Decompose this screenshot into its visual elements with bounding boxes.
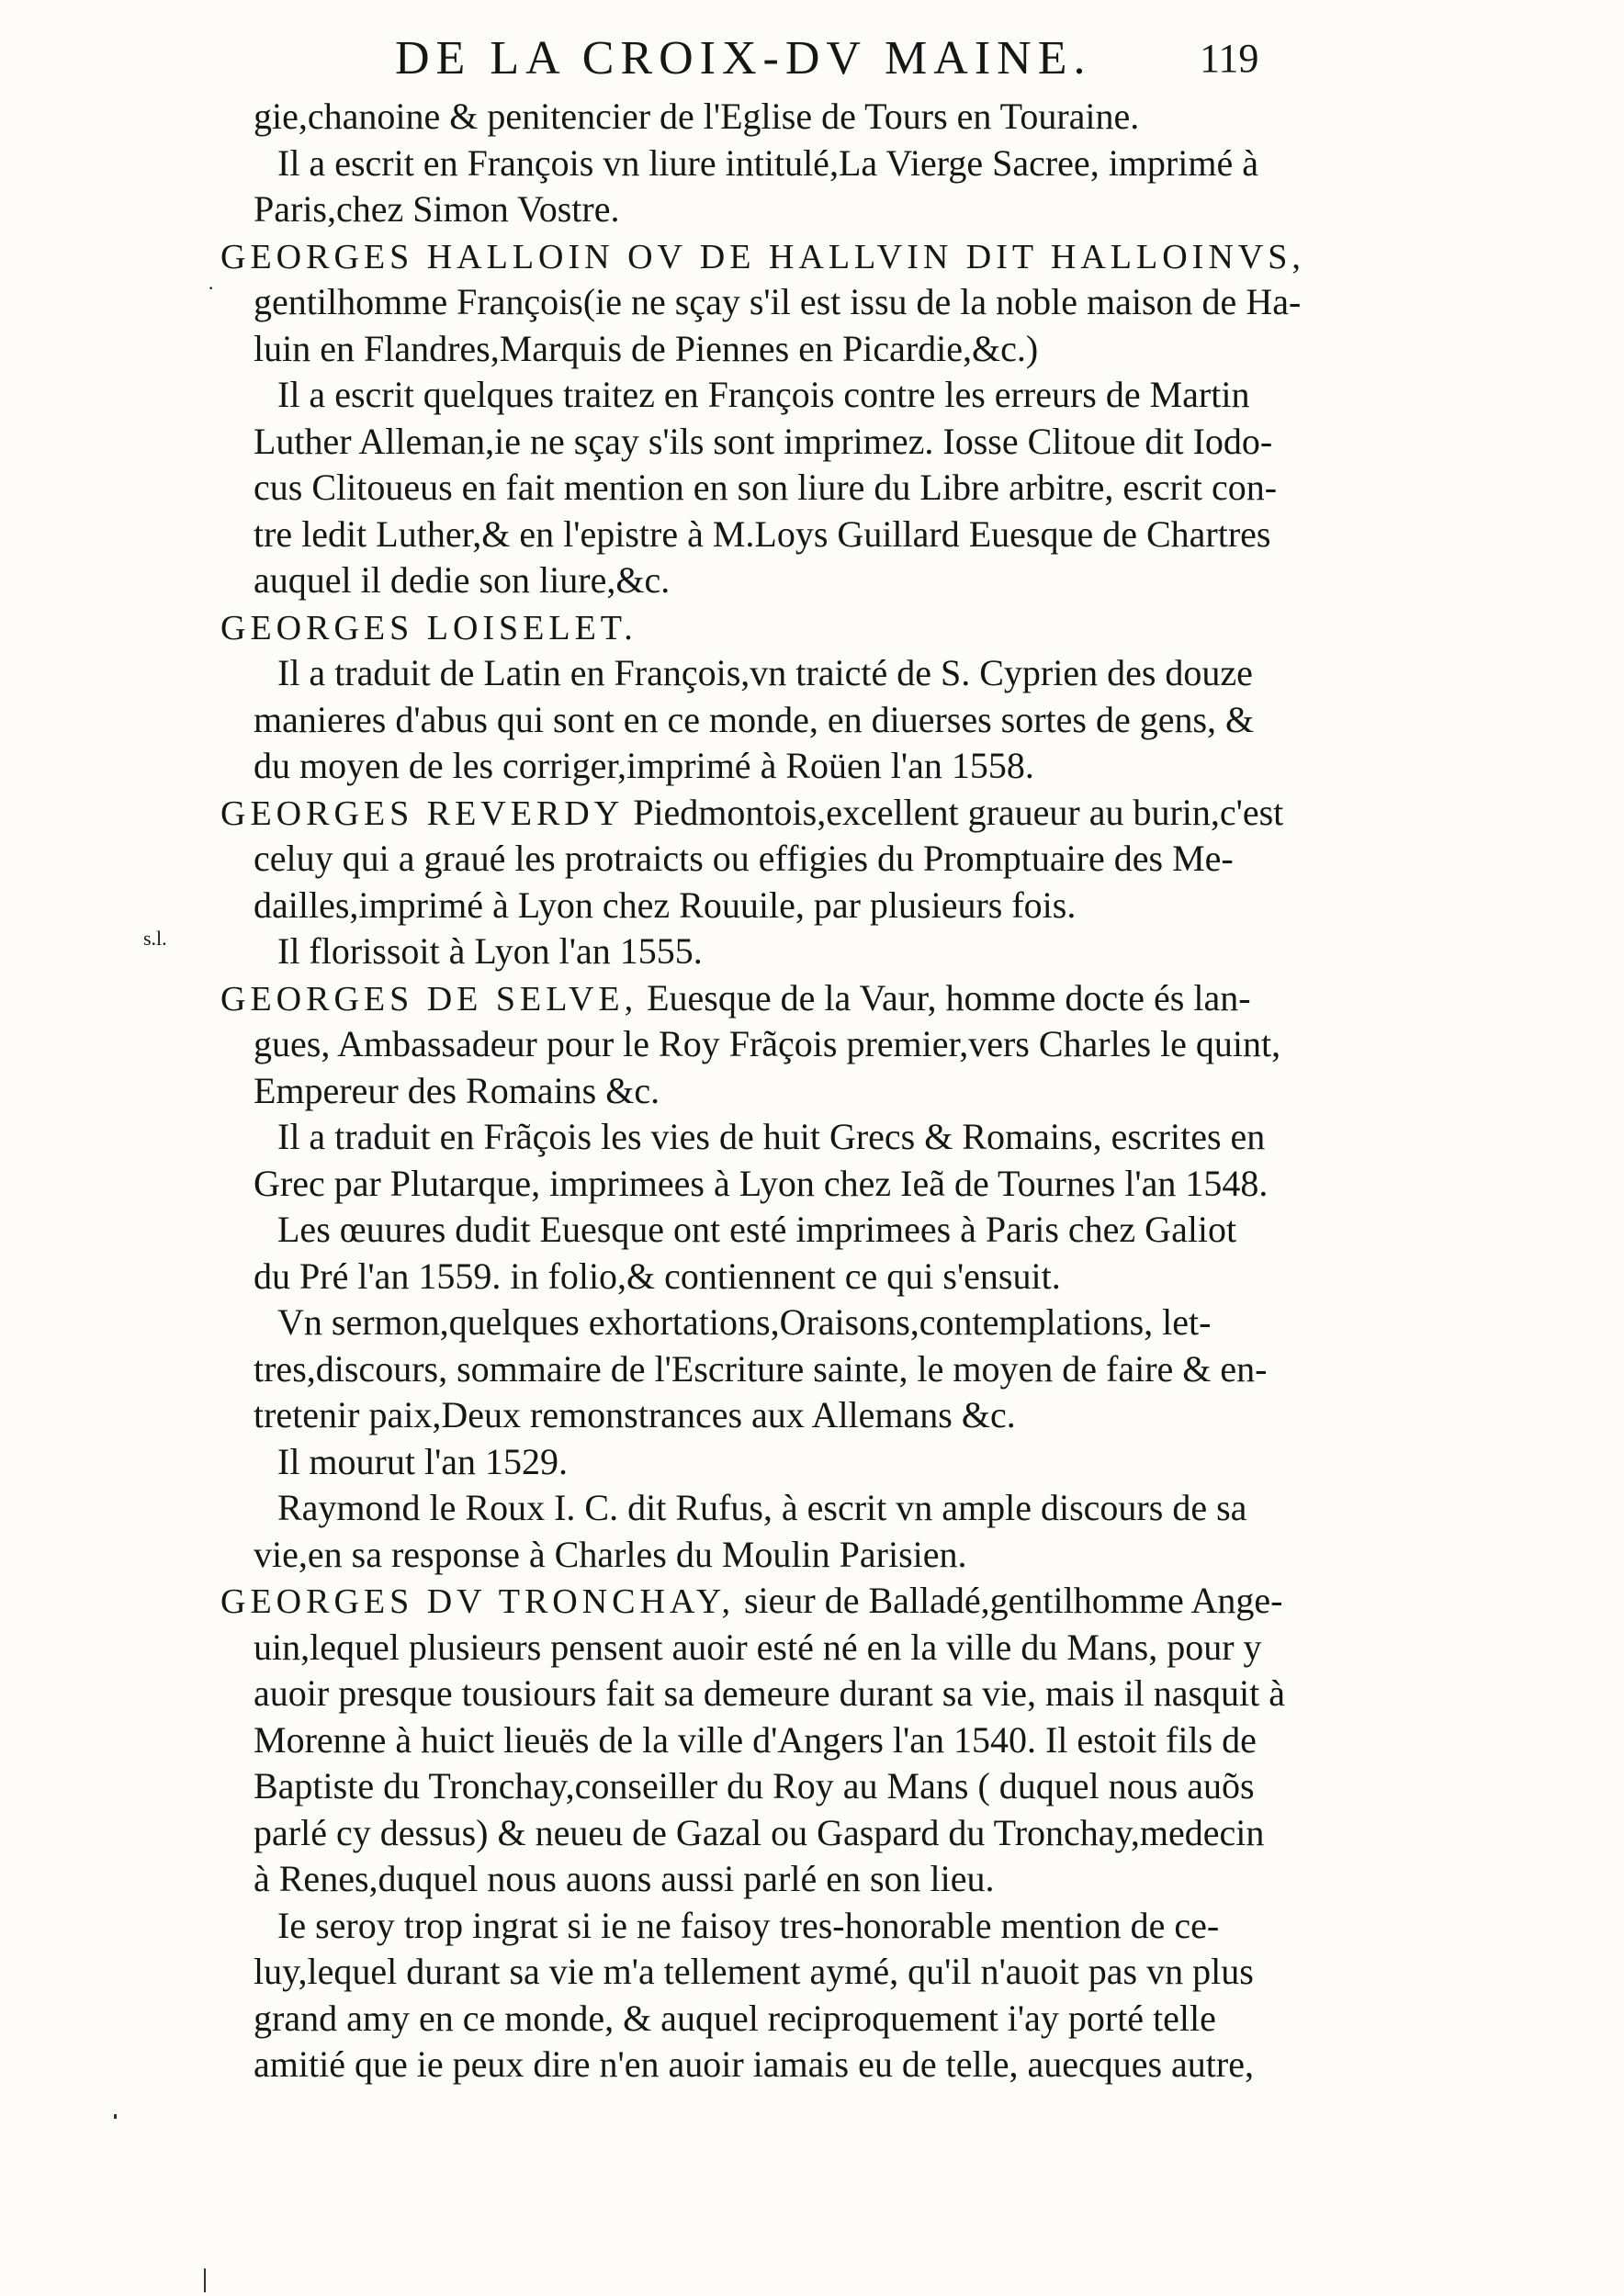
entry-heading-line bbox=[220, 790, 1282, 837]
stray-mark bbox=[204, 2268, 206, 2292]
entry-name: GEORGES LOISELET. bbox=[220, 608, 637, 647]
line-text: luy,lequel durant sa vie m'a tellement aymé, qu'il n'auoit pas vn plus bbox=[254, 1951, 1254, 1992]
line-text: Il a traduit en Frãçois les vies de huit Grecs & Romains, escrites en bbox=[277, 1116, 1266, 1157]
line-text: Les œuures dudit Euesque ont esté imprimees à Paris chez Galiot bbox=[277, 1209, 1237, 1250]
body-text bbox=[220, 94, 1305, 2088]
text-line bbox=[220, 279, 1302, 326]
running-title: DE LA CROIX-DV MAINE. bbox=[395, 32, 1092, 84]
line-text: gie,chanoine & penitencier de l'Eglise de Tours en Touraine. bbox=[254, 96, 1140, 137]
line-text: Paris,chez Simon Vostre. bbox=[254, 188, 620, 230]
line-text: Il mourut l'an 1529. bbox=[277, 1440, 569, 1482]
line-text: Il a escrit quelques traitez en François contre les erreurs de Martin bbox=[277, 374, 1250, 415]
line-text: du Pré l'an 1559. in folio,& contiennent ce qui s'ensuit. bbox=[254, 1255, 1061, 1297]
line-text: Empereur des Romains &c. bbox=[254, 1069, 660, 1111]
line-text: dailles,imprimé à Lyon chez Rouuile, par plusieurs fois. bbox=[254, 884, 1077, 926]
stray-mark bbox=[114, 2114, 117, 2119]
line-text: amitié que ie peux dire n'en auoir iamais eu de telle, auecques autre, bbox=[254, 2043, 1254, 2085]
text-line bbox=[220, 2042, 1282, 2088]
text-line bbox=[220, 1207, 1282, 1254]
text-line bbox=[220, 650, 1282, 697]
entry-name: GEORGES HALLOIN OV DE HALLVIN DIT HALLOINVS, bbox=[220, 237, 1305, 276]
text-line bbox=[220, 1671, 1286, 1717]
line-text: tres,discours, sommaire de l'Escriture sainte, le moyen de faire & en- bbox=[254, 1347, 1268, 1390]
text-line bbox=[220, 512, 1282, 558]
entry-heading-line bbox=[220, 975, 1282, 1022]
text-line bbox=[220, 1021, 1282, 1068]
entry-heading-line bbox=[220, 1578, 1282, 1625]
text-line bbox=[220, 141, 1282, 187]
text-line bbox=[220, 419, 1282, 466]
line-text: à Renes,duquel nous auons aussi parlé en son lieu. bbox=[254, 1858, 995, 1899]
line-text: grand amy en ce monde, & auquel reciproquement i'ay porté telle bbox=[254, 1997, 1216, 2039]
text-line bbox=[220, 1625, 1282, 1671]
line-text: Il a traduit de Latin en François,vn traicté de S. Cyprien des douze bbox=[277, 652, 1253, 693]
text-line bbox=[220, 557, 1282, 604]
text-line bbox=[220, 1254, 1282, 1300]
line-text: tre ledit Luther,& en l'epistre à M.Loys Guillard Euesque de Chartres bbox=[254, 512, 1271, 555]
line-text: Raymond le Roux I. C. dit Rufus, à escrit vn ample discours de sa bbox=[277, 1487, 1247, 1528]
text-line bbox=[220, 836, 1282, 883]
text-line bbox=[220, 1532, 1282, 1579]
line-text: Morenne à huict lieuës de la ville d'Angers l'an 1540. Il estoit fils de bbox=[254, 1718, 1257, 1761]
text-line bbox=[220, 1810, 1282, 1857]
text-line bbox=[220, 1717, 1282, 1764]
line-text: manieres d'abus qui sont en ce monde, en diuerses sortes de gens, & bbox=[254, 698, 1255, 740]
text-line bbox=[220, 1996, 1282, 2043]
text-line bbox=[220, 465, 1282, 512]
text-line bbox=[220, 1114, 1282, 1161]
text-line bbox=[220, 1300, 1282, 1346]
text-line bbox=[220, 697, 1282, 744]
text-line bbox=[220, 743, 1282, 790]
line-text: Il florissoit à Lyon l'an 1555. bbox=[277, 930, 703, 972]
text-line bbox=[220, 1068, 1282, 1115]
text-line bbox=[220, 1763, 1282, 1810]
line-text: Vn sermon,quelques exhortations,Oraisons,contemplations, let- bbox=[277, 1301, 1212, 1343]
text-line bbox=[220, 883, 1282, 929]
line-text: Piedmontois,excellent graueur au burin,c'est bbox=[624, 791, 1284, 833]
line-text: Baptiste du Tronchay,conseiller du Roy au Mans ( duquel nous auõs bbox=[254, 1765, 1255, 1806]
line-text: parlé cy dessus) & neueu de Gazal ou Gaspard du Tronchay,medecin bbox=[254, 1811, 1265, 1853]
line-text: du moyen de les corriger,imprimé à Roüen l'an 1558. bbox=[254, 745, 1034, 786]
text-line bbox=[220, 1949, 1282, 1996]
entry-heading-line bbox=[220, 604, 1282, 651]
line-text: uin,lequel plusieurs pensent auoir esté né en la ville du Mans, pour y bbox=[254, 1626, 1262, 1668]
text-line bbox=[220, 94, 1282, 141]
line-text: Euesque de la Vaur, homme docte és lan- bbox=[637, 976, 1251, 1019]
line-text: gues, Ambassadeur pour le Roy Frãçois premier,vers Charles le quint, bbox=[254, 1023, 1281, 1064]
line-text: Grec par Plutarque, imprimees à Lyon chez Ieã de Tournes l'an 1548. bbox=[254, 1162, 1269, 1204]
line-text: tretenir paix,Deux remonstrances aux Allemans &c. bbox=[254, 1394, 1016, 1435]
line-text: celuy qui a graué les protraicts ou effigies du Promptuaire des Me- bbox=[254, 838, 1234, 879]
line-text: Ie seroy trop ingrat si ie ne faisoy tres-honorable mention de ce- bbox=[277, 1904, 1220, 1946]
line-text: gentilhomme François(ie ne sçay s'il est issu de la noble maison de Ha- bbox=[254, 281, 1302, 322]
line-text: Il a escrit en François vn liure intitulé,La Vierge Sacree, imprimé à bbox=[277, 141, 1258, 184]
line-text: auoir presque tousiours fait sa demeure durant sa vie, mais il nasquit à bbox=[254, 1672, 1286, 1714]
line-text: vie,en sa response à Charles du Moulin Parisien. bbox=[254, 1533, 967, 1575]
line-text: sieur de Balladé,gentilhomme Ange- bbox=[734, 1580, 1283, 1621]
text-line bbox=[220, 326, 1282, 373]
line-text: auquel il dedie son liure,&c. bbox=[254, 559, 671, 601]
entry-name: GEORGES DE SELVE, bbox=[220, 979, 638, 1019]
margin-note-sl: s.l. bbox=[143, 927, 167, 950]
text-line bbox=[220, 1161, 1282, 1208]
line-text: Luther Alleman,ie ne sçay s'ils sont imprimez. Iosse Clitoue dit Iodo- bbox=[254, 420, 1273, 462]
entry-name: GEORGES DV TRONCHAY, bbox=[220, 1582, 735, 1621]
text-line bbox=[220, 1856, 1282, 1903]
page-number: 119 bbox=[1200, 36, 1259, 81]
text-line bbox=[220, 1903, 1282, 1950]
text-line bbox=[220, 1439, 1282, 1486]
line-text: luin en Flandres,Marquis de Piennes en Picardie,&c.) bbox=[254, 327, 1039, 369]
text-line bbox=[220, 1346, 1282, 1393]
text-line bbox=[220, 1485, 1282, 1532]
line-text: cus Clitoueus en fait mention en son liure du Libre arbitre, escrit con- bbox=[254, 467, 1278, 508]
text-line bbox=[220, 372, 1282, 419]
text-line bbox=[220, 1392, 1282, 1439]
margin-bullet: · bbox=[208, 276, 215, 299]
text-line bbox=[220, 186, 1282, 233]
text-line bbox=[220, 929, 1282, 975]
entry-name: GEORGES REVERDY bbox=[220, 793, 625, 833]
entry-heading-line bbox=[220, 233, 1305, 280]
